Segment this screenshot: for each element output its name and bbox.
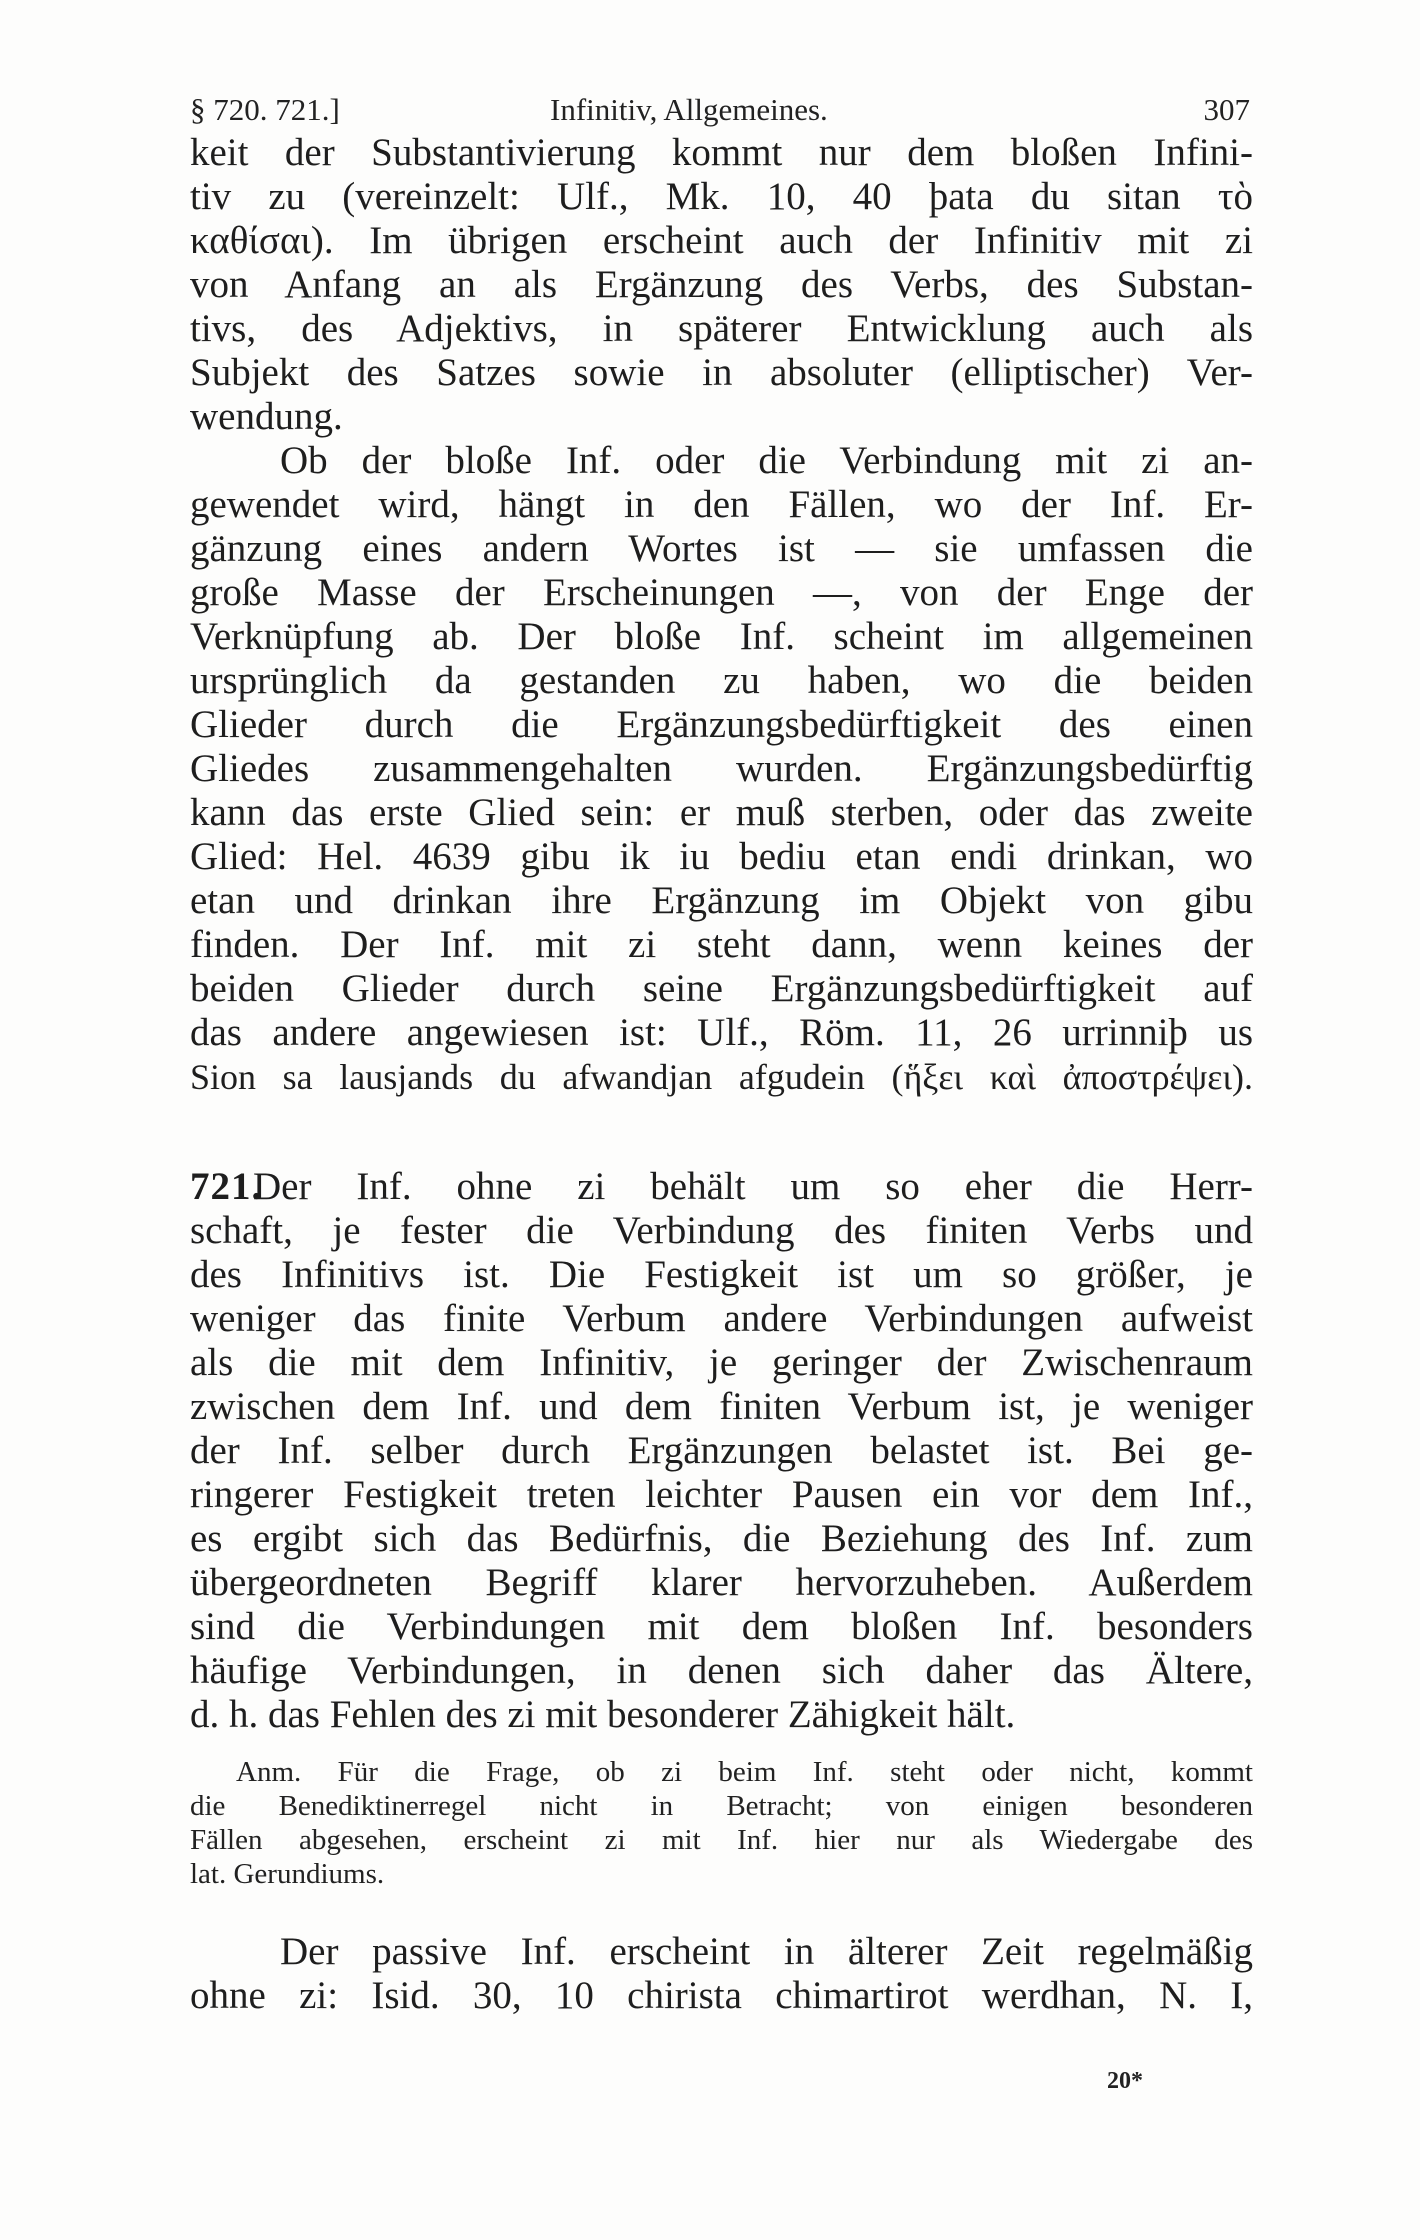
text-line: d. h. das Fehlen des zi mit besonderer Zähigkeit hält. bbox=[190, 1693, 1016, 1736]
section-number: 721. bbox=[190, 1165, 263, 1208]
text-line: Gliedes zusammengehalten wurden. Ergänzungsbedürftig bbox=[190, 747, 1253, 790]
page-number: 307 bbox=[1203, 92, 1250, 127]
text-line: etan und drinkan ihre Ergänzung im Objekt von gibu bbox=[190, 879, 1253, 922]
text-line: keit der Substantivierung kommt nur dem bloßen Infini- bbox=[190, 131, 1253, 174]
text-line: gewendet wird, hängt in den Fällen, wo der Inf. Er- bbox=[190, 483, 1253, 526]
text-line: es ergibt sich das Bedürfnis, die Beziehung des Inf. zum bbox=[190, 1517, 1253, 1560]
text-line: ringerer Festigkeit treten leichter Pausen ein vor dem Inf., bbox=[190, 1473, 1253, 1516]
text-line: Der Inf. ohne zi behält um so eher die Herr- bbox=[253, 1165, 1253, 1208]
text-line: kann das erste Glied sein: er muß sterben, oder das zweite bbox=[190, 791, 1253, 834]
text-line: große Masse der Erscheinungen —, von der Enge der bbox=[190, 571, 1253, 614]
note-line: lat. Gerundiums. bbox=[190, 1858, 385, 1890]
text-line: Subjekt des Satzes sowie in absoluter (elliptischer) Ver- bbox=[190, 351, 1253, 394]
text-line: Sion sa lausjands du afwandjan afgudein (ἥξει καὶ ἀποστρέψει). bbox=[190, 1057, 1253, 1097]
text-line: gänzung eines andern Wortes ist — sie umfassen die bbox=[190, 527, 1253, 570]
text-line: Der passive Inf. erscheint in älterer Zeit regelmäßig bbox=[280, 1930, 1253, 1973]
text-line: als die mit dem Infinitiv, je geringer der Zwischenraum bbox=[190, 1341, 1253, 1384]
text-line: zwischen dem Inf. und dem finiten Verbum ist, je weniger bbox=[190, 1385, 1253, 1428]
text-line: καθίσαι). Im übrigen erscheint auch der Infinitiv mit zi bbox=[190, 219, 1253, 262]
text-line: des Infinitivs ist. Die Festigkeit ist um so größer, je bbox=[190, 1253, 1253, 1296]
running-title: Infinitiv, Allgemeines. bbox=[550, 92, 828, 127]
text-line: Verknüpfung ab. Der bloße Inf. scheint im allgemeinen bbox=[190, 615, 1253, 658]
text-line: weniger das finite Verbum andere Verbindungen aufweist bbox=[190, 1297, 1253, 1340]
note-line: die Benediktinerregel nicht in Betracht; von einigen besonderen bbox=[190, 1790, 1253, 1822]
text-line: wendung. bbox=[190, 395, 343, 438]
text-line: schaft, je fester die Verbindung des finiten Verbs und bbox=[190, 1209, 1253, 1252]
text-line: finden. Der Inf. mit zi steht dann, wenn keines der bbox=[190, 923, 1253, 966]
text-line: sind die Verbindungen mit dem bloßen Inf. besonders bbox=[190, 1605, 1253, 1648]
section-reference: § 720. 721.] bbox=[190, 92, 340, 127]
note-line: Fällen abgesehen, erscheint zi mit Inf. hier nur als Wiedergabe des bbox=[190, 1824, 1253, 1856]
text-line: tivs, des Adjektivs, in späterer Entwicklung auch als bbox=[190, 307, 1253, 350]
signature-mark: 20* bbox=[1107, 2068, 1143, 2094]
text-line: Glieder durch die Ergänzungsbedürftigkeit des einen bbox=[190, 703, 1253, 746]
running-header bbox=[190, 92, 1250, 128]
text-line: übergeordneten Begriff klarer hervorzuheben. Außerdem bbox=[190, 1561, 1253, 1604]
text-line: der Inf. selber durch Ergänzungen belastet ist. Bei ge- bbox=[190, 1429, 1253, 1472]
text-line: häufige Verbindungen, in denen sich daher das Ältere, bbox=[190, 1649, 1253, 1692]
text-line: von Anfang an als Ergänzung des Verbs, des Substan- bbox=[190, 263, 1253, 306]
text-line: beiden Glieder durch seine Ergänzungsbedürftigkeit auf bbox=[190, 967, 1253, 1010]
text-line: Glied: Hel. 4639 gibu ik iu bediu etan endi drinkan, wo bbox=[190, 835, 1253, 878]
text-line: ohne zi: Isid. 30, 10 chirista chimartirot werdhan, N. I, bbox=[190, 1974, 1253, 2017]
note-line: Anm. Für die Frage, ob zi beim Inf. steht oder nicht, kommt bbox=[236, 1756, 1253, 1788]
text-line: ursprünglich da gestanden zu haben, wo die beiden bbox=[190, 659, 1253, 702]
text-line: tiv zu (vereinzelt: Ulf., Mk. 10, 40 þata du sitan τὸ bbox=[190, 175, 1253, 218]
text-line: Ob der bloße Inf. oder die Verbindung mit zi an- bbox=[280, 439, 1253, 482]
text-line: das andere angewiesen ist: Ulf., Röm. 11, 26 urrinniþ us bbox=[190, 1011, 1253, 1054]
